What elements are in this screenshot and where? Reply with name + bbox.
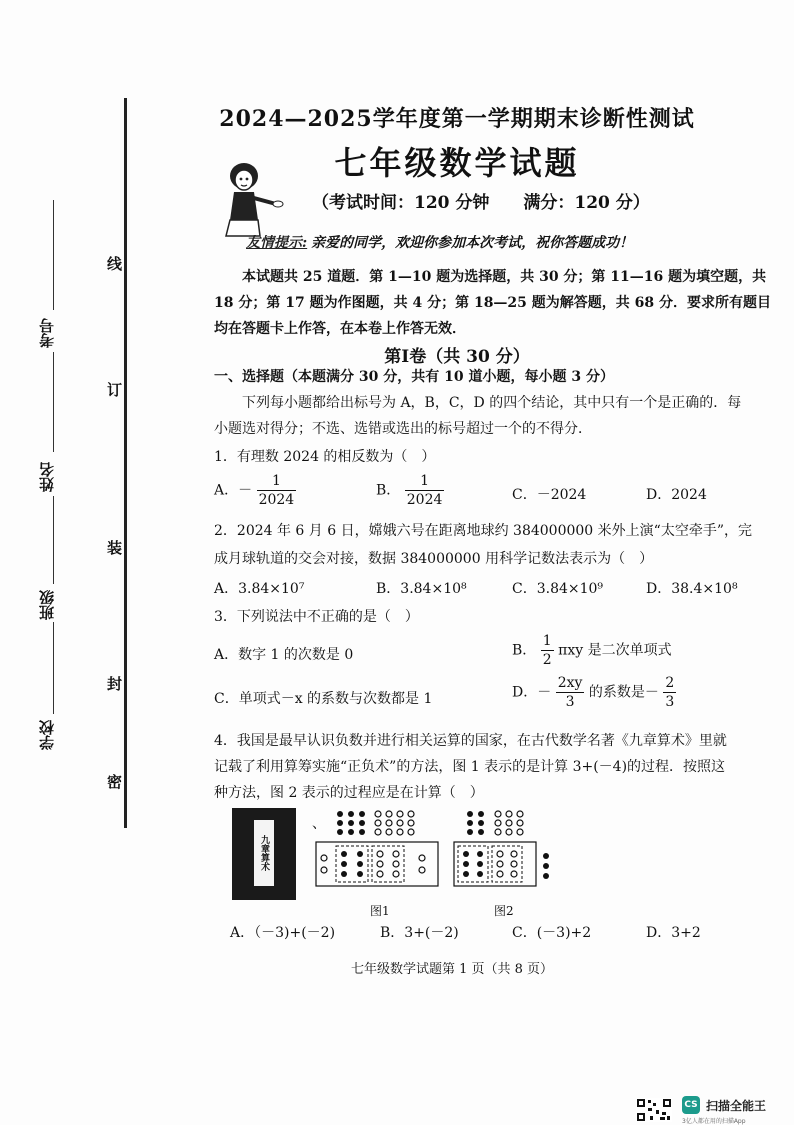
exam-subtitle: （考试时间：120 分钟 满分：120 分） (312, 193, 650, 213)
field-line-class (53, 496, 54, 584)
q3-b-suffix: πxy 是二次单项式 (558, 642, 672, 659)
q2-option-a: A．3.84×10⁷ (214, 581, 305, 597)
binding-line (124, 98, 127, 828)
q2-line2: 成月球轨道的交会对接，数据 384000000 用科学记数法表示为（ ） (214, 551, 654, 567)
cartoon-girl-icon (216, 160, 286, 240)
q1-a-prefix: A．－ (214, 482, 253, 499)
tip-text: 亲爱的同学，欢迎你参加本次考试，祝你答题成功！ (311, 235, 634, 251)
q4-option-a: A．（－3)+(－2) (230, 925, 336, 941)
section-title: 第Ⅰ卷（共 30 分） (384, 347, 530, 367)
camscanner-logo-icon: CS (682, 1096, 700, 1114)
q3-d-prefix: D．－ (512, 684, 552, 701)
q1-option-d: D．2024 (646, 487, 707, 503)
friendly-tip (246, 232, 633, 252)
figure1-counting-rods (310, 806, 450, 902)
figure2-counting-rods (450, 806, 560, 902)
intro-line3: 均在答题卡上作答，在本卷上作答无效． (214, 321, 466, 337)
svg-text:、: 、 (312, 816, 326, 832)
binding-label-mi: 密 (105, 774, 123, 789)
q4-line3: 种方法，图 2 表示的过程应是在计算（ ） (214, 785, 484, 801)
exam-title-line1: 2024—2025学年度第一学期期末诊断性测试 (219, 106, 695, 132)
q1-a-fraction: $\frac{1}{2024}$ (258, 473, 295, 508)
field-line-exam-number (53, 200, 54, 310)
q4-option-c: C．(－3)+2 (512, 925, 592, 941)
q1-b-prefix: B． (376, 482, 401, 499)
field-label-school: 学校 (38, 720, 56, 750)
instruction-line2: 小题选对得分；不选、选错或选出的标号超过一个的不得分． (214, 421, 592, 437)
intro-line1: 本试题共 25 道题．第 1—10 题为选择题，共 30 分；第 11—16 题为填空题，共 (242, 269, 767, 285)
q4-option-d: D．3+2 (646, 925, 701, 941)
q2-option-b: B．3.84×10⁸ (376, 581, 467, 597)
field-line-school (53, 622, 54, 714)
scanner-app-tagline: 3亿人都在用的扫描App (682, 1118, 746, 1125)
q3-d-fraction2: $\frac{2}{3}$ (665, 675, 675, 710)
q4-line2: 记载了利用算筹实施“正负术”的方法，图 1 表示的是计算 3+(－4)的过程．按照这 (214, 759, 726, 775)
q3-option-c: C．单项式－x 的系数与次数都是 1 (214, 691, 433, 707)
q2-option-c: C．3.84×10⁹ (512, 581, 604, 597)
field-line-name (53, 352, 54, 452)
q1-b-fraction: $\frac{1}{2024}$ (406, 473, 443, 508)
binding-label-ding: 订 (105, 382, 123, 397)
q4-option-b: B．3+(－2) (380, 925, 459, 941)
q1-stem: 1．有理数 2024 的相反数为（ ） (214, 449, 436, 465)
qr-code-icon (636, 1098, 672, 1122)
q2-line1: 2．2024 年 6 月 6 日，嫦娥六号在距离地球约 384000000 米外上演“太空牵手”，完 (214, 523, 752, 539)
field-label-exam-number: 考号 (38, 318, 56, 348)
figure2-label: 图2 (494, 904, 514, 918)
binding-label-zhuang: 装 (105, 540, 123, 555)
binding-label-feng: 封 (105, 676, 123, 691)
q3-b-prefix: B． (512, 642, 537, 659)
field-label-class: 班级 (38, 590, 56, 620)
instruction-line1: 下列每小题都给出标号为 A，B，C，D 的四个结论，其中只有一个是正确的．每 (242, 395, 742, 411)
q1-option-b (376, 472, 444, 509)
book-image (232, 808, 296, 900)
q3-d-mid: 的系数是－ (588, 684, 659, 701)
q1-option-a (214, 472, 296, 509)
q3-option-a: A．数字 1 的次数是 0 (214, 647, 354, 663)
q3-stem: 3．下列说法中不正确的是（ ） (214, 609, 419, 625)
q3-b-fraction: $\frac{1}{2}$ (542, 633, 552, 668)
binding-label-xian: 线 (105, 256, 123, 271)
exam-title-line2: 七年级数学试题 (334, 144, 580, 182)
figure1-label: 图1 (370, 904, 390, 918)
field-label-name: 姓名 (38, 462, 56, 492)
part-title: 一、选择题（本题满分 30 分，共有 10 道小题，每小题 3 分） (214, 369, 614, 385)
q2-option-d: D．38.4×10⁸ (646, 581, 738, 597)
tip-label: 友情提示: (246, 235, 308, 251)
page-footer: 七年级数学试题第 1 页（共 8 页） (350, 962, 554, 977)
book-title-label: 九章算术 (254, 820, 274, 886)
q3-d-fraction1: $\frac{2xy}{3}$ (557, 675, 583, 710)
q4-line1: 4．我国是最早认识负数并进行相关运算的国家，在古代数学名著《九章算术》里就 (214, 733, 727, 749)
q1-option-c: C．－2024 (512, 487, 587, 503)
q3-option-b (512, 632, 672, 669)
scanner-app-name: 扫描全能王 (706, 1099, 767, 1113)
q3-option-d (512, 674, 676, 711)
intro-line2: 18 分；第 17 题为作图题，共 4 分；第 18—25 题为解答题，共 68 分．要求所有题目 (214, 295, 772, 311)
